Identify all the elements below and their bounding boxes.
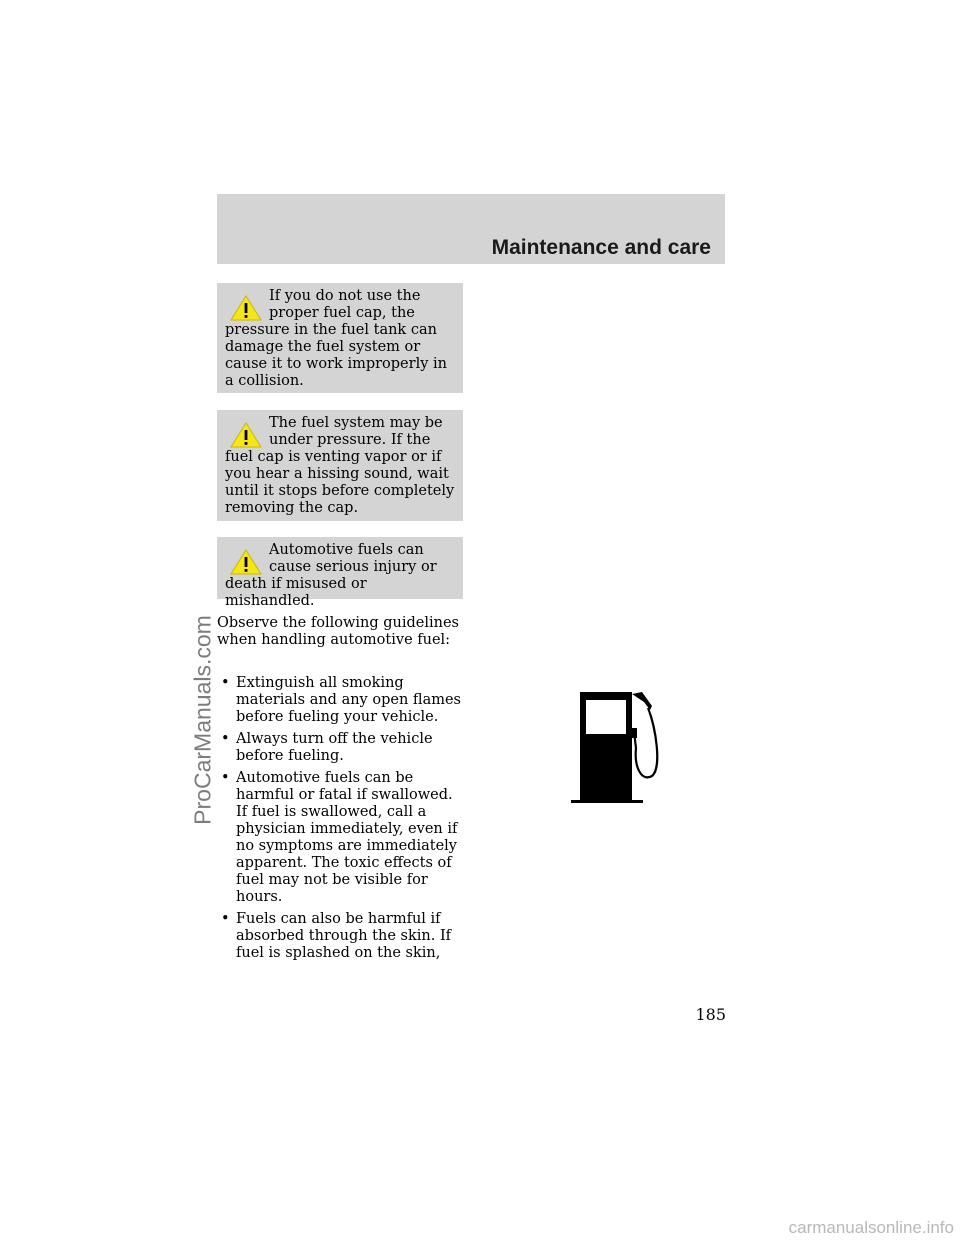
warning-text: The fuel system may be under pressure. If the fuel cap is venting vapor or if you hear a hissing sound, wait until it stops before completely removing the cap. — [225, 415, 455, 516]
guidelines-list — [217, 675, 467, 967]
list-item — [217, 911, 467, 962]
warning-text: Automotive fuels can cause serious injury or death if misused or mishandled. — [225, 542, 437, 609]
warning-text: If you do not use the proper fuel cap, the pressure in the fuel tank can damage the fuel system or cause it to work improperly in a collision. — [225, 288, 447, 389]
warning-triangle-icon — [229, 421, 263, 449]
bullet-glyph: • — [221, 675, 230, 691]
warning-box-pressure — [217, 410, 463, 521]
list-item — [217, 770, 467, 906]
bullet-glyph: • — [221, 770, 230, 786]
intro-paragraph: Observe the following guidelines when handling automotive fuel: — [217, 615, 459, 648]
list-item-text: Automotive fuels can be harmful or fatal if swallowed. If fuel is swallowed, call a physician immediately, even if no symptoms are immediately apparent. The toxic effects of fuel may not be visible for hours. — [236, 770, 458, 905]
warning-box-fuel-cap — [217, 283, 463, 393]
header-band — [217, 194, 725, 264]
list-item-text: Always turn off the vehicle before fueling. — [236, 731, 433, 764]
warning-triangle-icon — [229, 548, 263, 576]
warning-triangle-icon — [229, 294, 263, 322]
fuel-pump-icon — [568, 688, 664, 806]
list-item-text: Extinguish all smoking materials and any open flames before fueling your vehicle. — [236, 675, 461, 725]
list-item — [217, 675, 467, 726]
list-item — [217, 731, 467, 765]
page-number: 185 — [695, 1005, 726, 1024]
side-watermark: ProCarManuals.com — [189, 615, 216, 825]
list-item-text: Fuels can also be harmful if absorbed through the skin. If fuel is splashed on the skin, — [236, 911, 452, 961]
bottom-watermark: carmanualsonline.info — [788, 1218, 954, 1237]
bullet-glyph: • — [221, 731, 230, 747]
section-title: Maintenance and care — [491, 236, 711, 259]
bullet-glyph: • — [221, 911, 230, 927]
warning-box-fuel-hazard — [217, 537, 463, 609]
